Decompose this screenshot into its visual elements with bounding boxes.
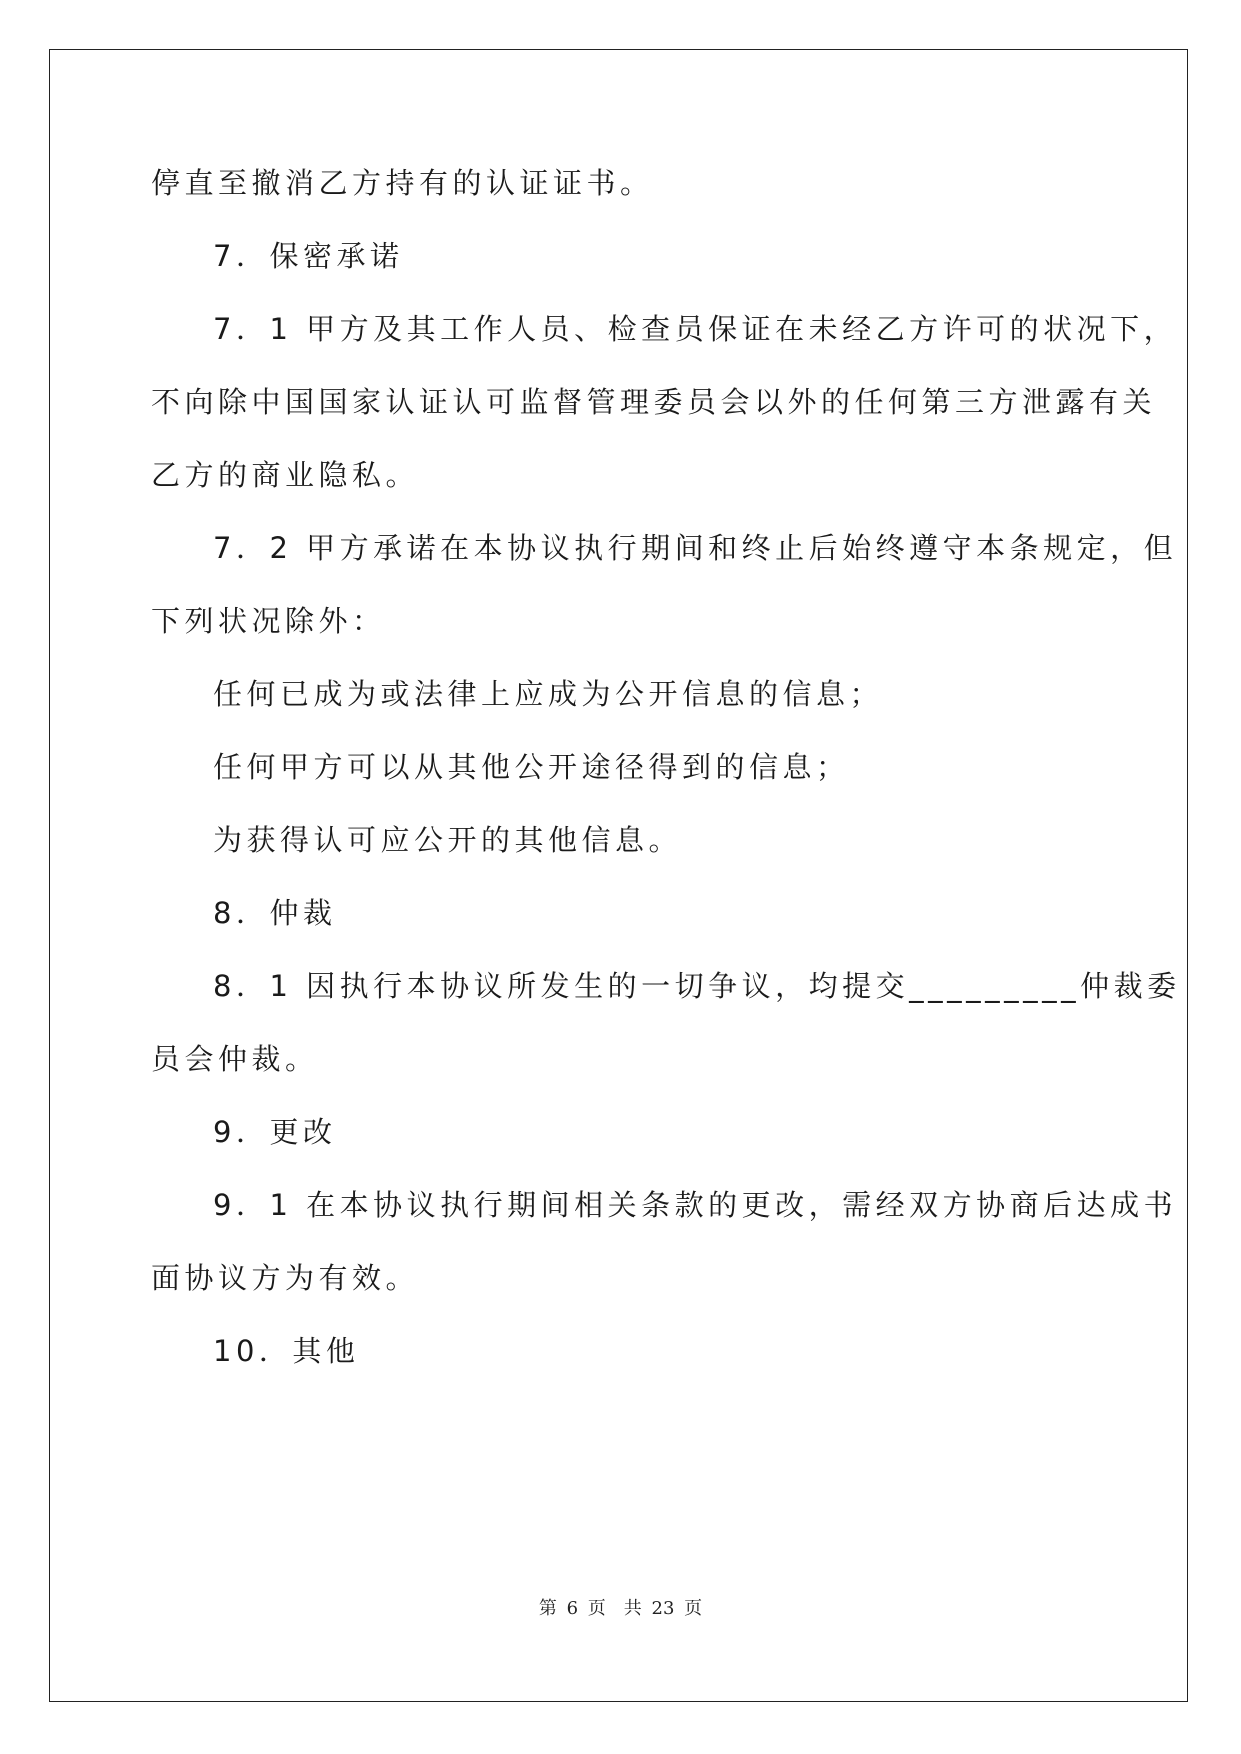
text-line: 9．1 在本协议执行期间相关条款的更改，需经双方协商后达成书 bbox=[213, 1188, 1178, 1222]
section-heading-8: 8．仲裁 bbox=[213, 896, 337, 930]
text-line: 停直至撤消乙方持有的认证证书。 bbox=[151, 166, 654, 200]
page-total: 共 23 页 bbox=[623, 1598, 703, 1619]
text-line: 不向除中国国家认证认可监督管理委员会以外的任何第三方泄露有关 bbox=[151, 385, 1157, 419]
document-body bbox=[151, 162, 1181, 1403]
page-footer bbox=[0, 1594, 1241, 1620]
text-line: 员会仲裁。 bbox=[151, 1042, 319, 1076]
section-heading-9: 9．更改 bbox=[213, 1115, 337, 1149]
text-line: 下列状况除外： bbox=[151, 604, 386, 638]
section-heading-10: 10．其他 bbox=[213, 1334, 360, 1368]
text-line: 为获得认可应公开的其他信息。 bbox=[213, 823, 683, 857]
text-line: 7．1 甲方及其工作人员、检查员保证在未经乙方许可的状况下， bbox=[213, 312, 1178, 346]
section-heading-7: 7．保密承诺 bbox=[213, 239, 404, 273]
text-line: 面协议方为有效。 bbox=[151, 1261, 420, 1295]
page-number: 第 6 页 bbox=[538, 1598, 606, 1619]
text-line: 任何甲方可以从其他公开途径得到的信息； bbox=[213, 750, 850, 784]
text-line: 乙方的商业隐私。 bbox=[151, 458, 420, 492]
text-line: 7．2 甲方承诺在本协议执行期间和终止后始终遵守本条规定，但 bbox=[213, 531, 1178, 565]
text-line: 任何已成为或法律上应成为公开信息的信息； bbox=[213, 677, 884, 711]
text-line: 8．1 因执行本协议所发生的一切争议，均提交_________仲裁委 bbox=[213, 969, 1181, 1003]
